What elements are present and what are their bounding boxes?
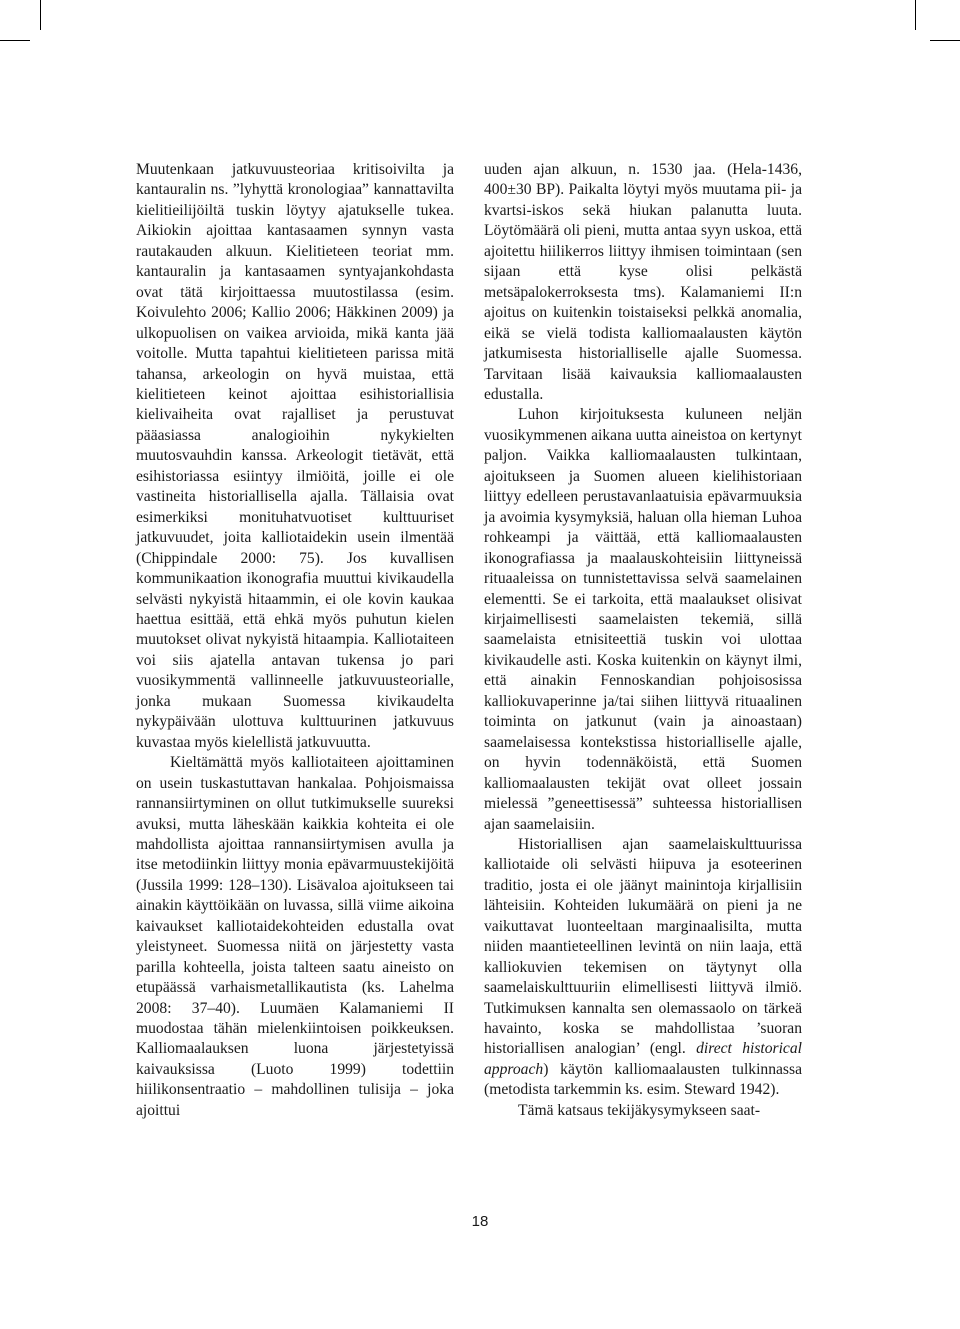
paragraph-text: Historiallisen ajan saamelaiskulttuurissa kalliotaide oli selvästi hiipuva ja esoteerinen traditio, josta ei ole jäänyt mainintoja kirjallisiin lähteisiin. Kohteiden lukumäärä on pieni ja ne vaikuttavat luonteeltaan marginaalisilta, mutta niiden maantieteellinen levintä on niin laaja, että kalliokuvien tekemisen on täytynyt olla saamelaiskulttuuriin elimellisesti liittyvä ilmiö. Tutkimuksen kannalta sen olemassaolo on tärkeä havainto, koska se mahdollistaa ’suoran historiallisen analogian’ (engl. bbox=[484, 835, 802, 1058]
italic-term: direct historical approach bbox=[484, 1040, 802, 1078]
crop-mark bbox=[930, 40, 960, 41]
paragraph: Luhon kirjoituksesta kuluneen neljän vuosikymmenen aikana uutta aineistoa on kertynyt paljon. Vaikka kalliomaalausten tulkintaan, ajoitukseen ja Suomen alueen kielihistoriaan liittyy edelleen perustavanlaatuisia epävarmuuksia ja avoimia kysymyksiä, haluan olla hieman Luhoa rohkeampi ja väittää, että kalliomaalausten ikonografiassa ja maalauskohteisiin liittyneissä rituaaleissa on tunnistettavissa selvä saamelainen elementti. Se ei tarkoita, että maalaukset olisivat kirjaimellisesti saamelaisten tekemiä, sillä saamelaista etnisiteettiä tuskin voi ulottaa kivikaudelle asti. Koska kuitenkin on käynyt ilmi, että ainakin Fennoskandian pohjoisosissa kalliokuvaperinne ja/tai siihen liittyvä rituaalinen toiminta on jatkunut (vain ja ainoastaan) saamelaisessa kontekstissa historialliselle ajalle, on hyvin todennäköistä, että Suomen kalliomaalausten tekijät ovat olleet jossain mielessä ”geneettisessä” suhteessa historiallisen ajan saamelaisiin. bbox=[484, 406, 802, 833]
paragraph: Tämä katsaus tekijäkysymykseen saat- bbox=[518, 1101, 761, 1119]
paragraph: Muutenkaan jatkuvuusteoriaa kritisoivilta ja kantauralin ns. ”lyhyttä kronologiaa” kannattavilta kielitieilijöiltä tuskin löytyy ajatukselle tukea. Aikiokin ajoittaa kantasaamen synnyn vasta rautakauden alkuun. Kielitieteen teoriat mm. kantauralin ja kantasaamen syntyajankohdasta ovat tätä kirjoittaessa muutostilassa (esim. Koivulehto 2006; Kallio 2006; Häkkinen 2009) ja ulkopuolisen on vaikea arvioida, mikä kanta jää voitolle. Mutta tapahtui kielitieteen parissa mitä tahansa, arkeologin on hyvä muistaa, että kielitieteen keinot ajoittaa esihistoriallisia kielivaiheita ovat rajalliset ja perustuvat pääasiassa analogioihin nykykielten muutosvauhdin kanssa. Arkeologit tietävät, että esihistoriassa esiintyy ilmiöitä, joille ei ole vastineita historiallisella ajalla. Tällaisia ovat esimerkiksi monituhatvuotiset kulttuuriset jatkuvuudet, joita kalliotaidekin usein ilmentää (Chippindale 2000: 75). Jos kuvallisen kommunikaation ikonografia muuttui kivikaudella selvästi nykyistä hitaammin, ei ole kovin kaukaa haettua esittää, että ehkä myös puhutun kielen muutokset olivat nykyistä hitaampia. Kalliotaiteen voi siis ajatella antavan tukensa jo pari vuosikymmentä vallinneelle jatkuvuusteorialle, jonka mukaan Suomessa kivikaudelta nykypäivään ulottuva kulttuurinen jatkuvuus kuvastaa myös kielellistä jatkuvuutta. bbox=[136, 161, 454, 751]
crop-mark bbox=[915, 0, 916, 30]
page-number: 18 bbox=[471, 1213, 489, 1230]
paragraph: uuden ajan alkuun, n. 1530 jaa. (Hela-1436, 400±30 BP). Paikalta löytyi myös muutama pii- ja kvartsi-iskos sekä hiukan palanutta luuta. Löytömäärä oli pieni, mutta antaa syyn uskoa, että ajoitettu hiilikerros liittyy ihmisen toimintaan (sen sijaan että kyse olisi pelkästä metsäpalokerroksesta tms). Kalamaniemi II:n ajoitus on kuitenkin toistaiseksi pelkkä anomalia, eikä se vielä todista kalliomaalausten käytön jatkumisesta historialliselle ajalle Suomessa. Tarvitaan lisää kaivauksia kalliomaalausten edustalla. bbox=[484, 161, 802, 403]
paragraph-text: ) käytön kalliomaalausten tulkinnassa (metodista tarkemmin ks. esim. Steward 1942). bbox=[484, 1060, 802, 1099]
crop-mark bbox=[40, 0, 41, 30]
right-column bbox=[484, 160, 802, 1121]
paragraph bbox=[484, 835, 802, 1101]
paragraph: Kieltämättä myös kalliotaiteen ajoittaminen on usein tuskastuttavan hankalaa. Pohjoismaissa rannansiirtyminen on ollut tutkimukselle suureksi avuksi, mutta läheskään kaikkia kohteita ei ole mahdollista ajoittaa rannansiirtymisen avulla ja itse metodiinkin liittyy monia epävarmuustekijöitä (Jussila 1999: 128–130). Lisävaloa ajoitukseen tai ainakin käyttöikään on luvassa, sillä viime aikoina kaivaukset kalliotaidekohteiden edustalla ovat yleistyneet. Suomessa niitä on järjestetty vasta parilla kohteella, joista talteen saatu aineisto on etupäässä varhaismetallikautista (ks. Lahelma 2008: 37–40). Luumäen Kalamaniemi II muodostaa tähän mielenkiintoisen poikkeuksen. Kalliomaalauksen luona järjestetyissä kaivauksissa (Luoto 1999) todettiin hiilikonsentraatio – mahdollinen tulisija – joka ajoittui bbox=[136, 754, 454, 1119]
left-column bbox=[136, 160, 454, 1121]
crop-mark bbox=[0, 40, 30, 41]
